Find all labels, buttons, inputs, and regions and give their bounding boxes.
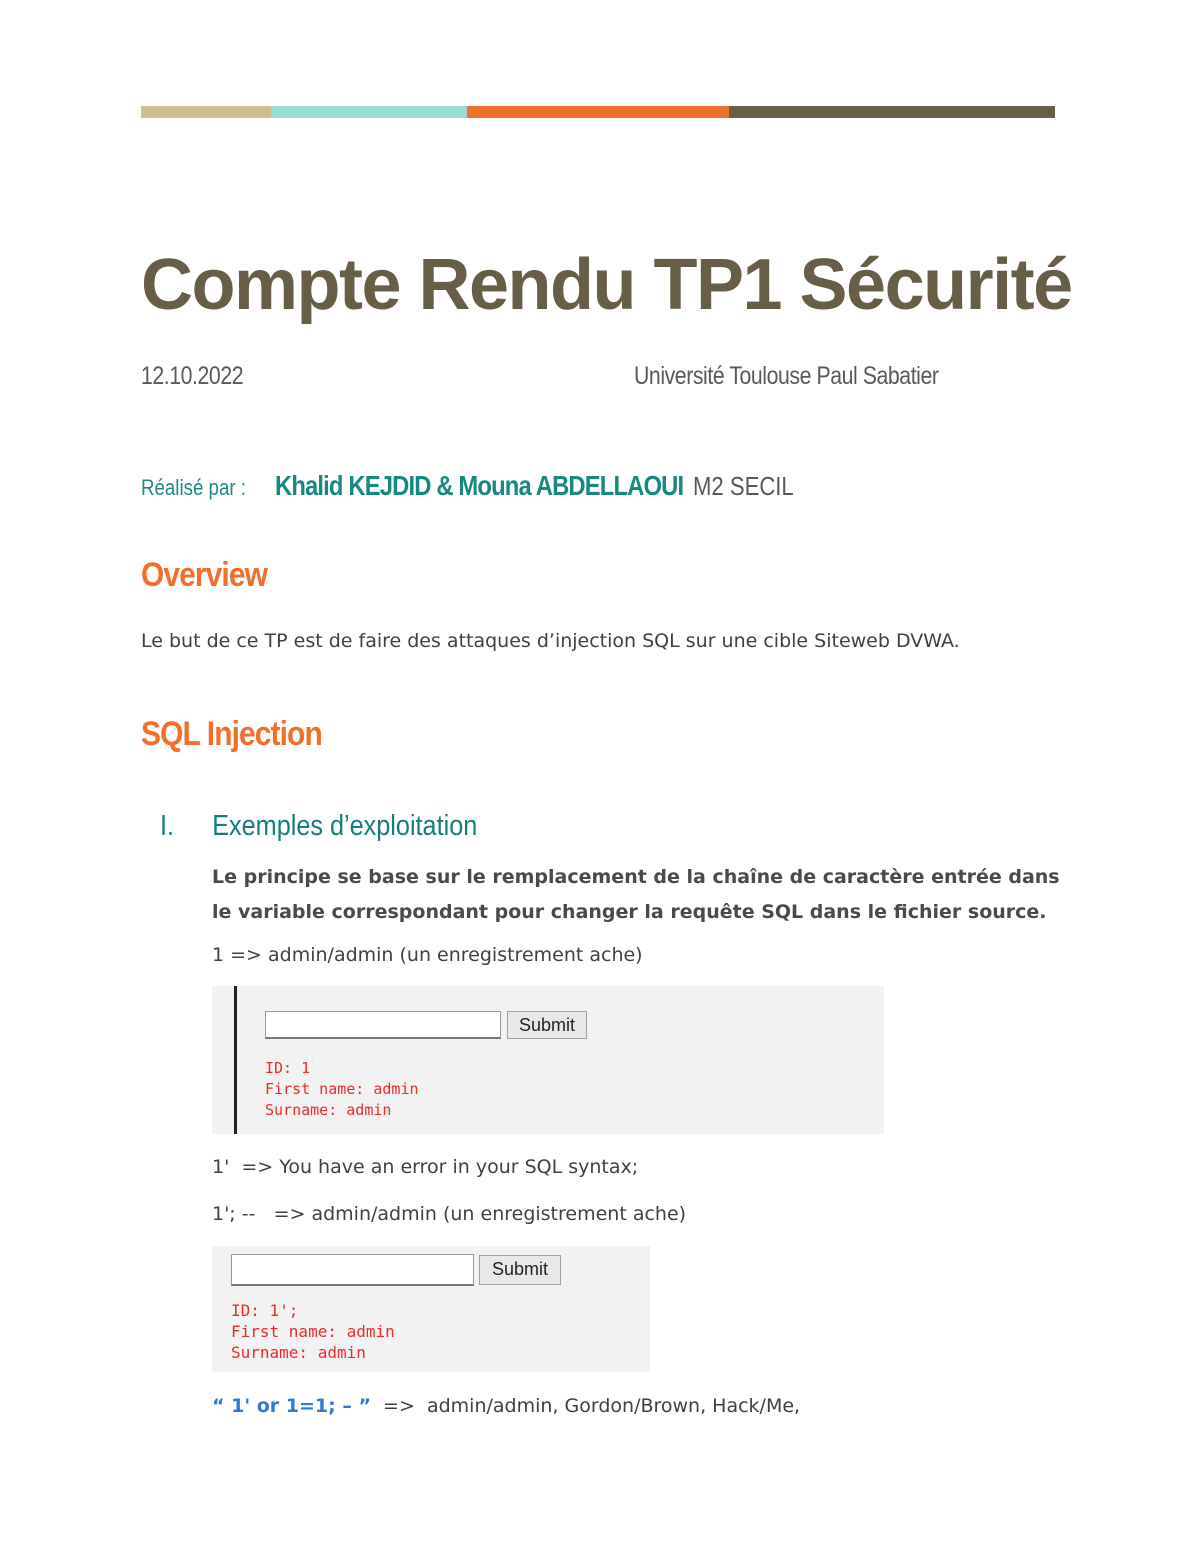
overview-heading: Overview [141, 556, 268, 594]
authors: Khalid KEJDID & Mouna ABDELLAOUI [275, 470, 684, 501]
example-line: 1' => You have an error in your SQL syntax; [212, 1156, 639, 1178]
example-line [212, 1395, 800, 1417]
color-bar-segment [467, 106, 729, 118]
output-id: ID: 1'; [231, 1301, 299, 1320]
byline-label: Réalisé par : [141, 475, 246, 500]
document-title: Compte Rendu TP1 Sécurité [141, 245, 1072, 325]
university-name: Université Toulouse Paul Sabatier [634, 362, 939, 390]
color-bar-segment [271, 106, 467, 118]
dvwa-screenshot-2 [212, 1246, 650, 1372]
overview-text: Le but de ce TP est de faire des attaques d’injection SQL sur une cible Siteweb DVWA. [141, 630, 960, 652]
injection-result: => admin/admin, Gordon/Brown, Hack/Me, [370, 1395, 801, 1417]
decorative-color-bar [141, 106, 1055, 118]
panel-border [234, 986, 237, 1134]
output-first-name: First name: admin [265, 1080, 419, 1098]
sql-injection-heading: SQL Injection [141, 715, 322, 753]
byline [141, 470, 812, 502]
submit-button: Submit [507, 1011, 587, 1039]
class-name: M2 SECIL [693, 471, 794, 501]
injection-query: “ 1' or 1=1; – ” [212, 1395, 371, 1417]
color-bar-segment [729, 106, 1055, 118]
output-surname: Surname: admin [231, 1343, 366, 1362]
example-line: 1 => admin/admin (un enregistrement ache) [212, 944, 643, 966]
query-output [265, 1058, 419, 1121]
section-title: Exemples d’exploitation [212, 810, 478, 842]
example-line: 1'; -- => admin/admin (un enregistrement ache) [212, 1203, 687, 1225]
output-surname: Surname: admin [265, 1101, 392, 1119]
color-bar-segment [141, 106, 271, 118]
user-id-input [231, 1254, 474, 1286]
document-date: 12.10.2022 [141, 362, 244, 390]
section-heading [160, 810, 477, 843]
output-first-name: First name: admin [231, 1322, 395, 1341]
principle-text: Le principe se base sur le remplacement de la chaîne de caractère entrée dans le variable correspondant pour changer la requête SQL dans le fichier source. [212, 866, 1060, 923]
output-id: ID: 1 [265, 1059, 311, 1077]
query-output [231, 1300, 395, 1363]
section-number: I. [160, 810, 175, 842]
submit-button: Submit [479, 1255, 561, 1285]
dvwa-screenshot-1 [212, 986, 884, 1134]
user-id-input [265, 1011, 501, 1039]
